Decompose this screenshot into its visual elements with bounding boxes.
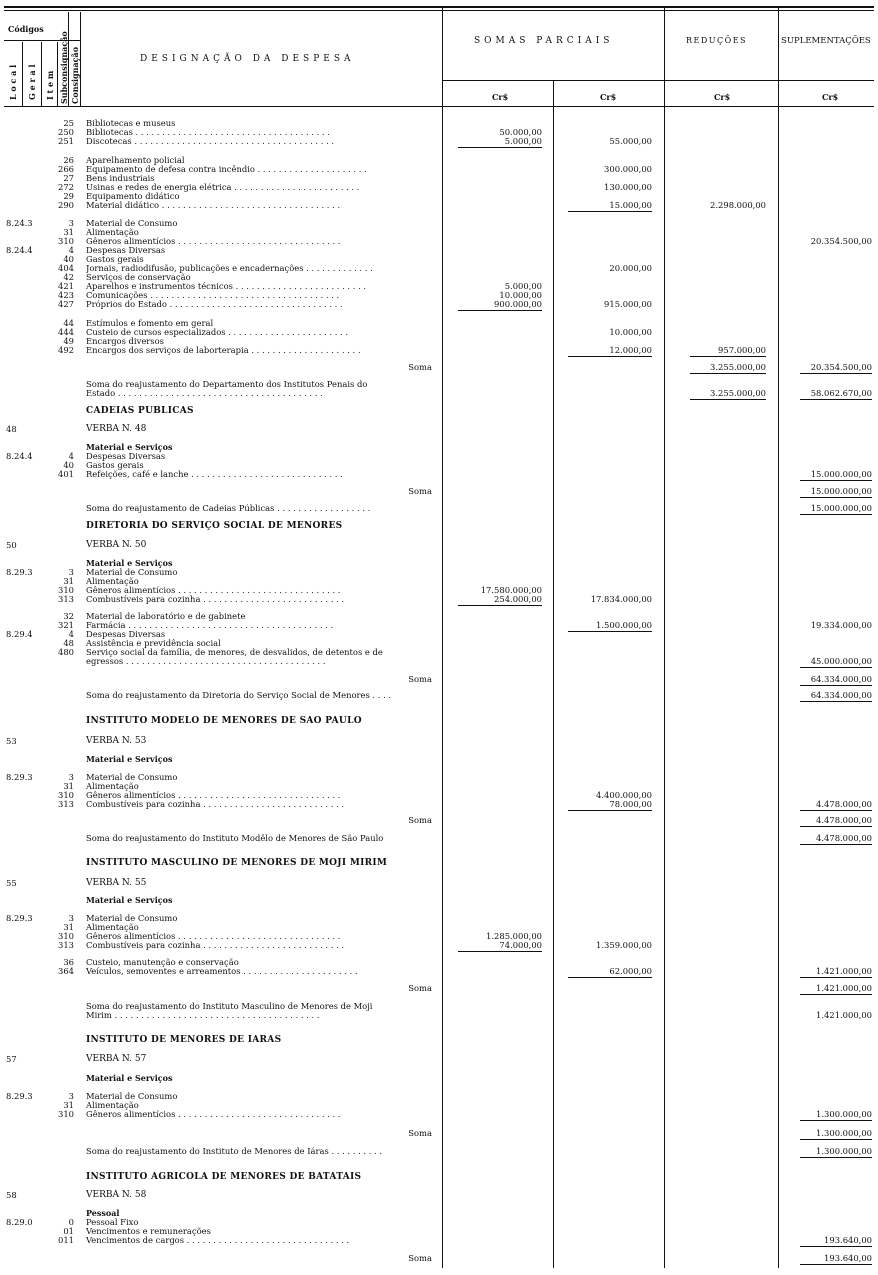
table-row — [0, 1109, 878, 1120]
soma-row — [0, 983, 878, 994]
row-description: Material de Consumo — [86, 218, 178, 228]
col-sep-cons — [80, 12, 81, 106]
supplement-value: 1.421.000,00 — [816, 966, 872, 976]
row-description: Material de Consumo — [86, 1091, 178, 1101]
row-description: Combustíveis para cozinha . . . . . . . . . . . . . . . . . . . . . . . . . . . — [86, 799, 345, 809]
code-geral: 310 — [58, 931, 74, 941]
code-geral: 401 — [58, 469, 74, 479]
row-description: Material e Serviços — [86, 895, 173, 905]
reduction-value: 2.298.000,00 — [710, 200, 766, 210]
code-geral: 313 — [58, 940, 74, 950]
code-geral: 42 — [63, 272, 74, 282]
row-description: Alimentação — [86, 227, 139, 237]
row-description: Soma do reajustamento do Instituto Modêlo de Menores de São Paulo — [86, 833, 384, 843]
sum-underline — [800, 514, 872, 515]
partial-sum-2: 4.400.000,00 — [596, 790, 652, 800]
row-description: Material didático . . . . . . . . . . . . . . . . . . . . . . . . . . . . . . . . . . — [86, 200, 341, 210]
sum-underline — [690, 399, 766, 400]
top-rule-thick — [4, 6, 874, 8]
partial-sum-1: 50.000,00 — [499, 127, 542, 137]
reduction-value: 3.255.000,00 — [710, 388, 766, 398]
row-description: Mirim . . . . . . . . . . . . . . . . . . . . . . . . . . . . . . . . . . . . . . . — [86, 1010, 320, 1020]
supplement-value: 1.300.000,00 — [816, 1109, 872, 1119]
row-description: Farmácia . . . . . . . . . . . . . . . . . . . . . . . . . . . . . . . . . . . . . . . — [86, 620, 334, 630]
row-description: Soma — [408, 983, 432, 993]
local-label: L o c a l — [8, 64, 18, 100]
table-row — [0, 690, 878, 701]
row-description: Bens industriais — [86, 173, 155, 183]
code-local: 8.29.3 — [6, 567, 33, 577]
row-description: Estímulos e fomento em geral — [86, 318, 214, 328]
col-sep-geral — [41, 42, 42, 106]
row-description: Serviços de conservação — [86, 272, 191, 282]
row-description: Pessoal Fixo — [86, 1217, 139, 1227]
code-local: 50 — [6, 540, 17, 550]
code-geral: 0 — [68, 1217, 74, 1227]
row-description: Encargos diversos — [86, 336, 164, 346]
currency-red: Cr$ — [714, 92, 731, 102]
code-local: 8.24.4 — [6, 245, 33, 255]
row-description: Gêneros alimentícios . . . . . . . . . . . . . . . . . . . . . . . . . . . . . . . — [86, 790, 341, 800]
partial-sum-2: 17.834.000,00 — [590, 594, 652, 604]
row-description: Combustíveis para cozinha . . . . . . . . . . . . . . . . . . . . . . . . . . . — [86, 594, 345, 604]
partial-sum-1: 5.000,00 — [504, 136, 542, 146]
consignacao-label: Consignação — [70, 46, 80, 104]
code-geral: 3 — [68, 567, 74, 577]
row-description: Bibliotecas . . . . . . . . . . . . . . . . . . . . . . . . . . . . . . . . . . . . . — [86, 127, 330, 137]
code-local: 48 — [6, 424, 17, 434]
row-description: Custeio de cursos especializados . . . . . . . . . . . . . . . . . . . . . . . — [86, 327, 349, 337]
row-description: Comunicações . . . . . . . . . . . . . . . . . . . . . . . . . . . . . . . . . . . . — [86, 290, 340, 300]
table-row — [0, 345, 878, 356]
row-description: VERBA N. 55 — [86, 878, 147, 888]
partial-header-rule — [443, 80, 664, 81]
row-description: VERBA N. 53 — [86, 736, 147, 746]
row-description: Material de Consumo — [86, 772, 178, 782]
sum-underline — [458, 951, 542, 952]
row-description: Vencimentos de cargos . . . . . . . . . . . . . . . . . . . . . . . . . . . . . . . — [86, 1235, 350, 1245]
row-description: VERBA N. 48 — [86, 424, 147, 434]
row-description: Serviço social da família, de menores, de desvalidos, de detentos e de — [86, 647, 383, 657]
supplement-value: 15.000.000,00 — [810, 469, 872, 479]
code-geral: 310 — [58, 236, 74, 246]
sum-underline — [568, 211, 652, 212]
code-geral: 44 — [63, 318, 74, 328]
code-local: 58 — [6, 1190, 17, 1200]
row-description: Vencimentos e remunerações — [86, 1226, 211, 1236]
partial-sum-2: 130.000,00 — [604, 182, 652, 192]
soma-row — [0, 1253, 878, 1264]
item-label: I t e m — [45, 70, 55, 100]
code-geral: 25 — [63, 118, 74, 128]
col-sep-local — [22, 42, 23, 106]
code-geral: 32 — [63, 611, 74, 621]
sum-underline — [800, 826, 872, 827]
sum-underline — [568, 977, 652, 978]
table-row — [0, 469, 878, 480]
partial-sum-2: 10.000,00 — [609, 327, 652, 337]
verba-row — [0, 424, 878, 435]
code-geral: 48 — [63, 638, 74, 648]
verba-row — [0, 1054, 878, 1065]
somas-parciais-header: SOMAS PARCIAIS — [474, 36, 614, 46]
header-bottom-rule — [4, 106, 874, 107]
sum-underline — [800, 1264, 872, 1265]
col-sep-item — [57, 42, 58, 106]
row-description: INSTITUTO MODELO DE MENORES DE SÃO PAULO — [86, 716, 362, 726]
table-row — [0, 1235, 878, 1246]
code-geral: 4 — [68, 245, 74, 255]
row-description: Alimentação — [86, 1100, 139, 1110]
currency-p2: Cr$ — [600, 92, 617, 102]
section-heading — [0, 521, 878, 532]
code-geral: 31 — [63, 1100, 74, 1110]
code-local: 8.29.3 — [6, 913, 33, 923]
code-local: 8.29.3 — [6, 772, 33, 782]
code-local: 53 — [6, 736, 17, 746]
verba-row — [0, 736, 878, 747]
table-row — [0, 895, 878, 906]
row-description: Material e Serviços — [86, 754, 173, 764]
code-geral: 310 — [58, 1109, 74, 1119]
code-geral: 313 — [58, 594, 74, 604]
code-local: 8.24.4 — [6, 451, 33, 461]
supplement-value: 64.334.000,00 — [810, 690, 872, 700]
row-description: Soma do reajustamento do Instituto de Menores de Iáras . . . . . . . . . . — [86, 1146, 383, 1156]
table-row — [0, 656, 878, 667]
row-description: CADEIAS PÚBLICAS — [86, 406, 194, 416]
row-description: Despesas Diversas — [86, 629, 166, 639]
sum-underline — [800, 1139, 872, 1140]
supplement-value: 1.421.000,00 — [816, 1010, 872, 1020]
row-description: Estado . . . . . . . . . . . . . . . . . . . . . . . . . . . . . . . . . . . . . . . — [86, 388, 323, 398]
row-description: Material de Consumo — [86, 567, 178, 577]
row-description: Veículos, semoventes e arreamentos . . . . . . . . . . . . . . . . . . . . . . — [86, 966, 358, 976]
code-geral: 26 — [63, 155, 74, 165]
code-geral: 364 — [58, 966, 74, 976]
code-local: 55 — [6, 878, 17, 888]
sum-underline — [568, 810, 652, 811]
table-row — [0, 940, 878, 951]
sum-underline — [800, 1157, 872, 1158]
code-geral: 01 — [63, 1226, 74, 1236]
row-description: Assistência e previdência social — [86, 638, 221, 648]
soma-row — [0, 674, 878, 685]
row-description: Aparelhos e instrumentos técnicos . . . . . . . . . . . . . . . . . . . . . . . . . — [86, 281, 367, 291]
row-description: Gêneros alimentícios . . . . . . . . . . . . . . . . . . . . . . . . . . . . . . . — [86, 585, 341, 595]
table-row — [0, 966, 878, 977]
row-description: Gastos gerais — [86, 254, 144, 264]
code-geral: 40 — [63, 460, 74, 470]
row-description: Alimentação — [86, 922, 139, 932]
supplement-value: 20.354.500,00 — [810, 236, 872, 246]
row-description: Material de laboratório e de gabinete — [86, 611, 246, 621]
supplement-value: 15.000.000,00 — [810, 486, 872, 496]
row-description: Material e Serviços — [86, 442, 173, 452]
row-description: VERBA N. 58 — [86, 1190, 147, 1200]
table-row — [0, 136, 878, 147]
section-heading — [0, 1035, 878, 1046]
code-geral: 492 — [58, 345, 74, 355]
row-description: Soma do reajustamento do Departamento dos Institutos Penais do — [86, 379, 368, 389]
code-geral: 290 — [58, 200, 74, 210]
row-description: Equipamento didático — [86, 191, 180, 201]
row-description: INSTITUTO DE MENORES DE IARAS — [86, 1035, 282, 1045]
subconsignacao-label: Subconsignação — [59, 31, 69, 104]
section-heading — [0, 406, 878, 417]
supplement-value: 4.478.000,00 — [816, 799, 872, 809]
sum-underline — [568, 356, 652, 357]
code-geral: 31 — [63, 227, 74, 237]
reducoes-header: REDUÇÕES — [686, 36, 748, 45]
code-geral: 310 — [58, 790, 74, 800]
sum-underline — [800, 685, 872, 686]
sum-underline — [458, 147, 542, 148]
code-local: 8.24.3 — [6, 218, 33, 228]
supplement-value: 15.000.000,00 — [810, 503, 872, 513]
table-row — [0, 1010, 878, 1021]
row-description: Soma — [408, 486, 432, 496]
supplement-value: 4.478.000,00 — [816, 833, 872, 843]
top-rule-thin — [4, 10, 874, 11]
row-description: Gêneros alimentícios . . . . . . . . . . . . . . . . . . . . . . . . . . . . . . . — [86, 1109, 341, 1119]
supplement-value: 4.478.000,00 — [816, 815, 872, 825]
reduction-value: 957.000,00 — [718, 345, 766, 355]
row-description: Soma — [408, 1253, 432, 1263]
row-description: Soma do reajustamento da Diretoria do Serviço Social de Menores . . . . — [86, 690, 392, 700]
partial-sum-1: 5.000,00 — [504, 281, 542, 291]
geral-label: G e r a l — [27, 64, 37, 100]
row-description: Gêneros alimentícios . . . . . . . . . . . . . . . . . . . . . . . . . . . . . . . — [86, 236, 341, 246]
sum-underline — [800, 667, 872, 668]
row-description: Próprios do Estado . . . . . . . . . . . . . . . . . . . . . . . . . . . . . . . . . — [86, 299, 343, 309]
sup-header-rule — [779, 80, 874, 81]
partial-sum-2: 12.000,00 — [609, 345, 652, 355]
partial-sum-2: 78.000,00 — [609, 799, 652, 809]
partial-sum-2: 915.000,00 — [604, 299, 652, 309]
table-row — [0, 503, 878, 514]
soma-row — [0, 1128, 878, 1139]
row-description: Jornais, radiodifusão, publicações e encadernações . . . . . . . . . . . . . — [86, 263, 373, 273]
reduction-value: 3.255.000,00 — [710, 362, 766, 372]
partial-sum-1: 74.000,00 — [499, 940, 542, 950]
suplementacoes-header: SUPLEMENTAÇÕES — [781, 36, 871, 46]
partial-sum-2: 15.000,00 — [609, 200, 652, 210]
row-description: Despesas Diversas — [86, 245, 166, 255]
supplement-value: 1.300.000,00 — [816, 1128, 872, 1138]
row-description: Soma — [408, 1128, 432, 1138]
partial-sum-1: 10.000,00 — [499, 290, 542, 300]
red-header-rule — [665, 80, 778, 81]
partial-sum-1: 1.285.000,00 — [486, 931, 542, 941]
code-geral: 3 — [68, 1091, 74, 1101]
soma-row — [0, 486, 878, 497]
partial-sum-2: 20.000,00 — [609, 263, 652, 273]
row-description: Combustíveis para cozinha . . . . . . . . . . . . . . . . . . . . . . . . . . . — [86, 940, 345, 950]
row-description: Soma — [408, 674, 432, 684]
verba-row — [0, 540, 878, 551]
partial-sum-2: 55.000,00 — [609, 136, 652, 146]
partial-sum-1: 900.000,00 — [494, 299, 542, 309]
currency-p1: Cr$ — [492, 92, 509, 102]
supplement-value: 45.000.000,00 — [810, 656, 872, 666]
sum-underline — [800, 810, 872, 811]
soma-row — [0, 362, 878, 373]
code-geral: 3 — [68, 913, 74, 923]
partial-sum-2: 1.500.000,00 — [596, 620, 652, 630]
row-description: Refeições, café e lanche . . . . . . . . . . . . . . . . . . . . . . . . . . . . . — [86, 469, 343, 479]
sum-underline — [690, 356, 766, 357]
verba-row — [0, 1190, 878, 1201]
currency-sup: Cr$ — [822, 92, 839, 102]
row-description: Discotecas . . . . . . . . . . . . . . . . . . . . . . . . . . . . . . . . . . . . . . — [86, 136, 335, 146]
table-row — [0, 594, 878, 605]
row-description: Soma — [408, 362, 432, 372]
supplement-value: 20.354.500,00 — [810, 362, 872, 372]
code-geral: 31 — [63, 922, 74, 932]
code-geral: 49 — [63, 336, 74, 346]
sum-underline — [800, 844, 872, 845]
row-description: INSTITUTO AGRÍCOLA DE MENORES DE BATATAIS — [86, 1172, 362, 1182]
code-geral: 421 — [58, 281, 74, 291]
code-geral: 29 — [63, 191, 74, 201]
code-geral: 27 — [63, 173, 74, 183]
row-description: egressos . . . . . . . . . . . . . . . . . . . . . . . . . . . . . . . . . . . . . . — [86, 656, 326, 666]
sum-underline — [458, 605, 542, 606]
table-row — [0, 299, 878, 310]
code-local: 8.29.4 — [6, 629, 33, 639]
code-geral: 251 — [58, 136, 74, 146]
sum-underline — [800, 701, 872, 702]
verba-row — [0, 878, 878, 889]
codigos-label: Códigos — [8, 24, 44, 34]
supplement-value: 193.640,00 — [824, 1235, 872, 1245]
supplement-value: 1.421.000,00 — [816, 983, 872, 993]
code-geral: 011 — [58, 1235, 74, 1245]
code-local: 8.29.3 — [6, 1091, 33, 1101]
row-description: Aparelhamento policial — [86, 155, 185, 165]
row-description: DIRETORIA DO SERVIÇO SOCIAL DE MENORES — [86, 521, 343, 531]
table-row — [0, 388, 878, 399]
row-description: VERBA N. 50 — [86, 540, 147, 550]
code-geral: 250 — [58, 127, 74, 137]
code-geral: 3 — [68, 218, 74, 228]
code-geral: 36 — [63, 957, 74, 967]
code-geral: 40 — [63, 254, 74, 264]
partial-sum-2: 62.000,00 — [609, 966, 652, 976]
table-row — [0, 799, 878, 810]
table-row — [0, 833, 878, 844]
code-geral: 4 — [68, 629, 74, 639]
partial-sum-1: 17.580.000,00 — [480, 585, 542, 595]
row-description: Material e Serviços — [86, 558, 173, 568]
row-description: Pessoal — [86, 1208, 120, 1218]
row-description: Material e Serviços — [86, 1073, 173, 1083]
partial-sum-2: 300.000,00 — [604, 164, 652, 174]
code-geral: 266 — [58, 164, 74, 174]
code-geral: 404 — [58, 263, 74, 273]
code-geral: 444 — [58, 327, 74, 337]
code-local: 57 — [6, 1054, 17, 1064]
table-row — [0, 1073, 878, 1084]
row-description: Soma do reajustamento do Instituto Masculino de Menores de Moji — [86, 1001, 373, 1011]
sum-underline — [458, 310, 542, 311]
soma-row — [0, 815, 878, 826]
row-description: Soma — [408, 815, 432, 825]
code-geral: 3 — [68, 772, 74, 782]
row-description: Encargos dos serviços de laborterapia . . . . . . . . . . . . . . . . . . . . . — [86, 345, 361, 355]
table-row — [0, 1146, 878, 1157]
row-description: INSTITUTO MASCULINO DE MENORES DE MOJI MIRIM — [86, 858, 388, 868]
code-geral: 480 — [58, 647, 74, 657]
row-description: Bibliotecas e museus — [86, 118, 176, 128]
sum-underline — [800, 1246, 872, 1247]
supplement-value: 64.334.000,00 — [810, 674, 872, 684]
partial-sum-1: 254.000,00 — [494, 594, 542, 604]
row-description: Gastos gerais — [86, 460, 144, 470]
section-heading — [0, 1172, 878, 1183]
row-description: Soma do reajustamento de Cadeias Públicas . . . . . . . . . . . . . . . . . . — [86, 503, 371, 513]
code-geral: 272 — [58, 182, 74, 192]
row-description: Custeio, manutenção e conservação — [86, 957, 239, 967]
code-geral: 313 — [58, 799, 74, 809]
sum-underline — [800, 497, 872, 498]
sum-underline — [800, 1120, 872, 1121]
row-description: Material de Consumo — [86, 913, 178, 923]
row-description: Gêneros alimentícios . . . . . . . . . . . . . . . . . . . . . . . . . . . . . . . — [86, 931, 341, 941]
row-description: VERBA N. 57 — [86, 1054, 147, 1064]
sum-underline — [800, 977, 872, 978]
section-heading — [0, 716, 878, 727]
code-geral: 310 — [58, 585, 74, 595]
code-local: 8.29.0 — [6, 1217, 33, 1227]
code-geral: 31 — [63, 781, 74, 791]
code-geral: 31 — [63, 576, 74, 586]
table-row — [0, 754, 878, 765]
sum-underline — [690, 373, 766, 374]
row-description: Alimentação — [86, 781, 139, 791]
supplement-value: 1.300.000,00 — [816, 1146, 872, 1156]
sum-underline — [800, 373, 872, 374]
code-geral: 423 — [58, 290, 74, 300]
supplement-value: 19.334.000,00 — [810, 620, 872, 630]
supplement-value: 193.640,00 — [824, 1253, 872, 1263]
row-description: Alimentação — [86, 576, 139, 586]
designacao-header: DESIGNAÇÃO DA DESPESA — [140, 54, 355, 64]
sum-underline — [800, 399, 872, 400]
row-description: Despesas Diversas — [86, 451, 166, 461]
row-description: Equipamento de defesa contra incêndio . . . . . . . . . . . . . . . . . . . . . — [86, 164, 367, 174]
code-geral: 427 — [58, 299, 74, 309]
section-heading — [0, 858, 878, 869]
code-geral: 321 — [58, 620, 74, 630]
code-geral: 4 — [68, 451, 74, 461]
sum-underline — [800, 480, 872, 481]
supplement-value: 58.062.670,00 — [810, 388, 872, 398]
sum-underline — [800, 994, 872, 995]
row-description: Usinas e redes de energia elétrica . . . . . . . . . . . . . . . . . . . . . . . . — [86, 182, 360, 192]
partial-sum-2: 1.359.000,00 — [596, 940, 652, 950]
table-row — [0, 200, 878, 211]
